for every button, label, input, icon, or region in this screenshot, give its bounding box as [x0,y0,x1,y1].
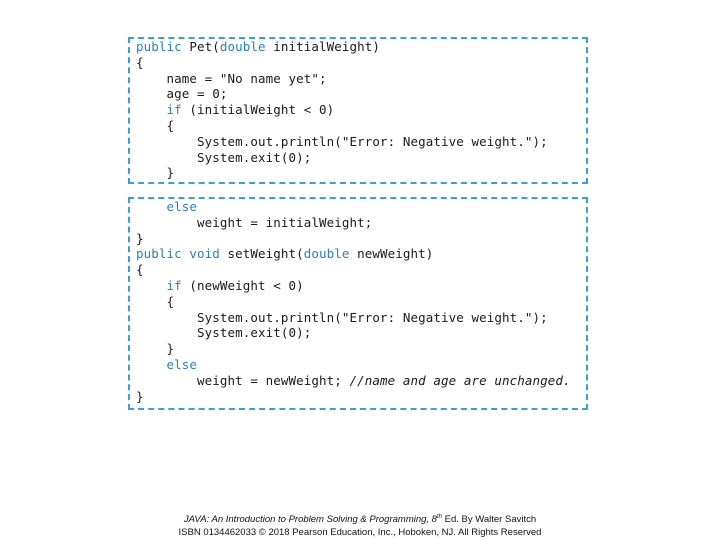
code-line [136,215,372,231]
code-text: System.out.println("Error: Negative weight."); [136,133,548,149]
code-text: { [136,293,175,309]
code-keyword: else [166,199,198,214]
code-text: newWeight) [349,246,434,262]
footer-edition-sup: th [436,513,442,520]
code-line [136,278,304,294]
code-keyword: else [166,357,198,372]
footer-book-title: JAVA: An Introduction to Problem Solving & Programming, 8 [183,514,437,525]
code-text: } [136,341,175,357]
code-comment: //name and age are unchanged. [349,372,571,388]
code-text [136,199,167,214]
code-line [136,262,144,278]
code-keyword: public void [136,246,228,262]
code-line [136,389,144,405]
code-text: System.exit(0); [136,149,312,165]
code-text: } [136,165,175,181]
code-line [136,231,144,247]
footer-copyright: ISBN 0134462033 © 2018 Pearson Education, Inc., Hoboken, NJ. All Rights Reserved [178,527,542,538]
code-text: (newWeight < 0) [181,278,304,293]
code-line [136,294,174,310]
code-line [136,310,548,326]
code-line [136,150,311,166]
code-line [136,39,380,55]
code-keyword: double [303,246,350,262]
code-text: name = "No name yet"; [136,70,327,86]
code-text: System.out.println("Error: Negative weight."); [136,309,548,325]
code-text: } [136,388,144,404]
code-text: weight = initialWeight; [136,214,373,230]
footer-citation [0,514,720,525]
code-line [136,71,327,87]
code-text [136,102,167,117]
code-line [136,86,228,102]
code-text: weight = newWeight; [136,372,350,388]
code-line [136,55,144,71]
code-text: { [136,262,144,278]
code-keyword: if [166,102,182,118]
code-text: Pet( [189,39,220,54]
code-text [136,278,167,293]
code-keyword: double [219,39,266,54]
code-line [136,199,197,215]
code-text: setWeight( [227,246,304,262]
code-line [136,134,548,150]
code-line [136,246,433,262]
code-line [136,165,174,181]
code-text: initialWeight) [265,39,381,54]
code-keyword: public [136,39,190,54]
code-line [136,341,174,357]
code-text: } [136,230,144,246]
code-text: System.exit(0); [136,325,312,341]
code-line [136,118,174,134]
code-text [136,357,167,372]
code-line [136,357,197,373]
code-line [136,102,334,118]
code-keyword: if [166,278,182,293]
footer-author: Ed. By Walter Savitch [441,514,537,525]
code-text: age = 0; [136,86,228,102]
code-text: { [136,54,144,70]
code-line [136,325,311,341]
code-line [136,373,571,389]
code-text: (initialWeight < 0) [181,102,335,118]
code-text: { [136,118,175,133]
